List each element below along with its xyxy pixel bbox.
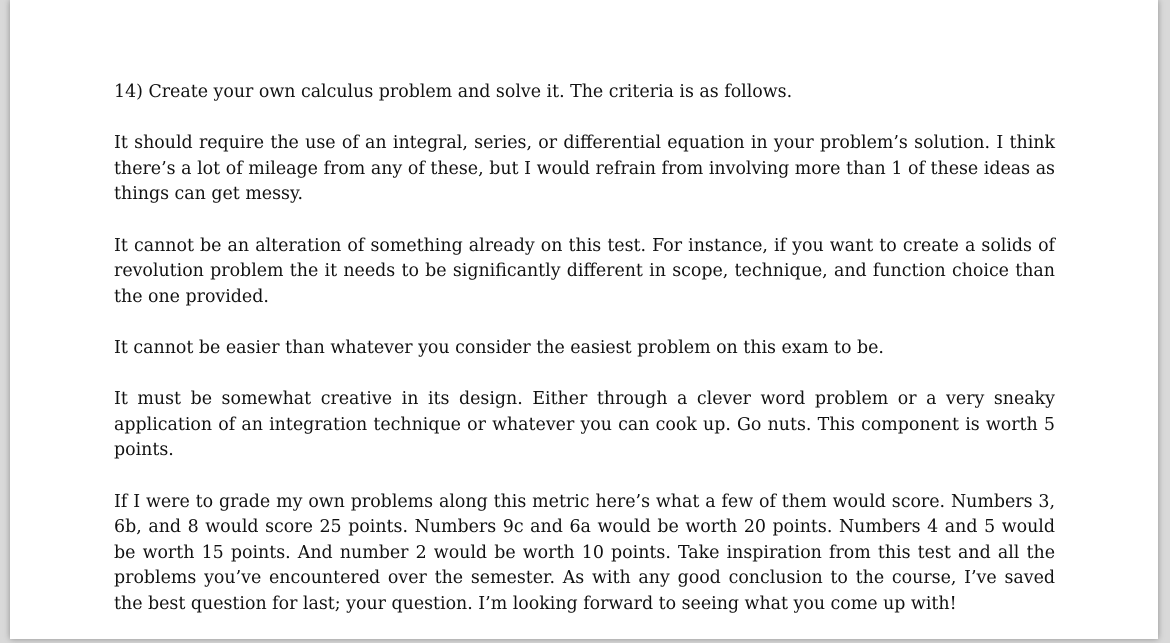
question-heading: 14) Create your own calculus problem and solve it. The criteria is as follows. — [114, 82, 793, 102]
grading-paragraph: If I were to grade my own problems along this metric here’s what a few of them would score. Numbers 3, 6b, and 8 would score 25 points. Numbers 9c and 6a would be worth 20 points. Numbers 4 and 5 would be worth 15 points. And number 2 would be worth 10 points. Take inspiration from this test and all the problems you’ve encountered over the semester. As with any good conclusion to the course, I’ve saved the best question for last; your question. I’m looking forward to seeing what you come up with! — [114, 491, 1055, 614]
criterion-paragraph-2: It cannot be an alteration of something already on this test. For instance, if you want to create a solids of revolution problem the it needs to be significantly different in scope, technique, and function choice than the one provided. — [114, 235, 1055, 307]
document-page — [10, 0, 1158, 639]
criterion-paragraph-3: It cannot be easier than whatever you consider the easiest problem on this exam to be. — [114, 337, 884, 358]
criterion-paragraph-4: It must be somewhat creative in its design. Either through a clever word problem or a very sneaky application of an integration technique or whatever you can cook up. Go nuts. This component is worth 5 points. — [114, 389, 1055, 461]
document-body — [114, 80, 1055, 643]
criterion-paragraph-1: It should require the use of an integral, series, or differential equation in your problem’s solution. I think there’s a lot of mileage from any of these, but I would refrain from involving more than 1 of these ideas as things can get messy. — [114, 133, 1055, 205]
